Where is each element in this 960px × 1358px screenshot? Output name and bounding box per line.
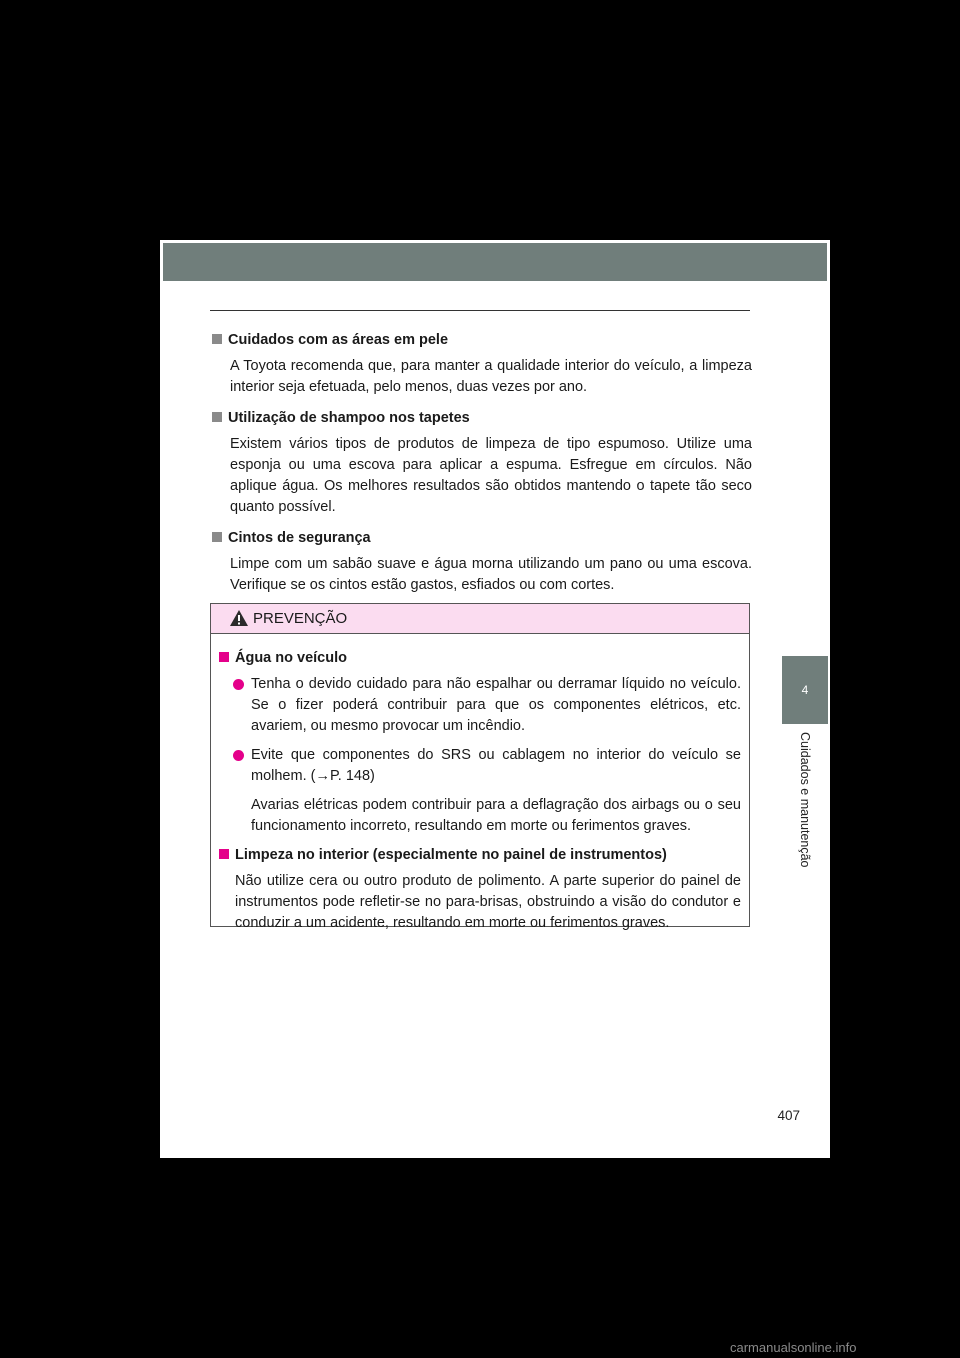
section-title-leather: Cuidados com as áreas em pele <box>212 330 752 350</box>
content <box>212 330 752 606</box>
caution-bullet: Tenha o devido cuidado para não espalhar ou derramar líquido no veículo. Se o fizer poderá contribuir para que os componentes elétricos, etc. avariem, ou mesmo provocar um incêndio. <box>233 674 741 737</box>
caution-bullet-subtext: Avarias elétricas podem contribuir para a deflagração dos airbags ou o seu funcionamento incorreto, resultando em morte ou ferimentos graves. <box>251 797 741 834</box>
caution-header <box>211 604 749 634</box>
caution-title-interior: Limpeza no interior (especialmente no painel de instrumentos) <box>219 845 741 865</box>
page-number: 407 <box>777 1108 800 1123</box>
top-rule <box>210 310 750 311</box>
square-bullet-icon <box>219 849 229 859</box>
chapter-tab: 4 <box>782 656 828 724</box>
caution-text-interior: Não utilize cera ou outro produto de polimento. A parte superior do painel de instrumentos pode refletir-se no para-brisas, obstruindo a visão do condutor e conduzir a um acidente, resultando em morte ou ferimentos graves. <box>235 873 741 931</box>
manual-page <box>160 240 830 1158</box>
section-title-seatbelts: Cintos de segurança <box>212 528 752 548</box>
caution-title-water: Água no veículo <box>219 648 741 668</box>
square-bullet-icon <box>212 334 222 344</box>
section-text-shampoo: Existem vários tipos de produtos de limpeza de tipo espumoso. Utilize uma esponja ou uma escova para aplicar a espuma. Esfregue em círculos. Não aplique água. Os melhores resultados são obtidos mantendo o tapete tão seco quanto possível. <box>230 436 752 515</box>
header-bar <box>163 243 827 281</box>
square-bullet-icon <box>212 532 222 542</box>
square-bullet-icon <box>212 412 222 422</box>
section-text-leather: A Toyota recomenda que, para manter a qualidade interior do veículo, a limpeza interior seja efetuada, pelo menos, duas vezes por ano. <box>230 358 752 395</box>
caution-body <box>211 634 749 934</box>
caution-bullet: Evite que componentes do SRS ou cablagem no interior do veículo se molhem. (→P. 148) <box>233 745 741 787</box>
round-bullet-icon <box>233 750 244 761</box>
caution-box <box>210 603 750 931</box>
square-bullet-icon <box>219 652 229 662</box>
round-bullet-icon <box>233 679 244 690</box>
chapter-label: Cuidados e manutenção <box>798 732 812 868</box>
caution-heading: PREVENÇÃO <box>253 610 348 627</box>
watermark: carmanualsonline.info <box>730 1340 857 1355</box>
warning-triangle-icon <box>229 609 249 627</box>
section-text-seatbelts: Limpe com um sabão suave e água morna utilizando um pano ou uma escova. Verifique se os cintos estão gastos, esfiados ou com cortes. <box>230 556 752 593</box>
section-title-shampoo: Utilização de shampoo nos tapetes <box>212 408 752 428</box>
